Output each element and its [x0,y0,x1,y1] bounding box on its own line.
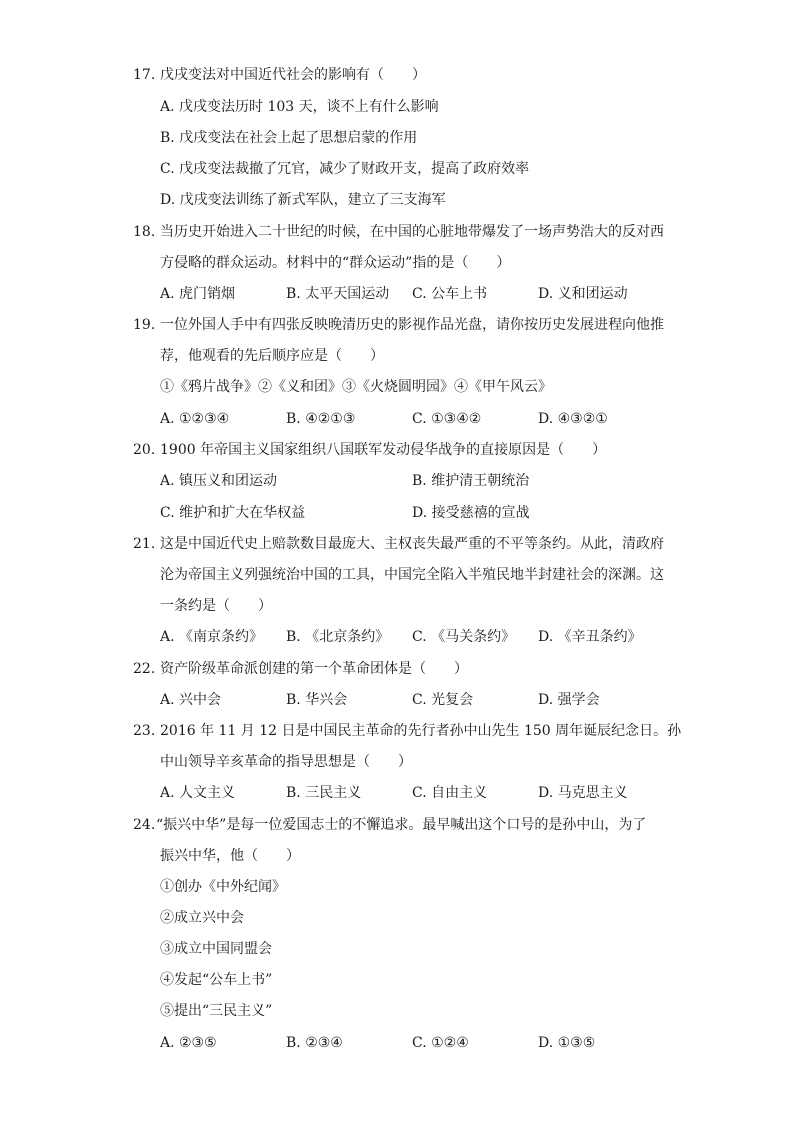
question-stem: 资产阶级革命派创建的第一个革命团体是（ ） [160,661,468,677]
question-number: 22. [133,661,156,677]
option-c: C. 公车上书 [412,286,488,302]
option-b: B. 戊戌变法在社会上起了思想启蒙的作用 [160,130,418,146]
option-a: A. 镇压义和团运动 [160,473,278,489]
option-b: B. 太平天国运动 [286,286,390,302]
option-c: C. 光复会 [412,692,474,708]
option-b: B. ④②①③ [286,411,356,427]
option-d: D. 接受慈禧的宣战 [412,505,530,521]
question-stem-line: 方侵略的群众运动。材料中的“群众运动”指的是（ ） [160,255,511,271]
option-a: A. 虎门销烟 [160,286,236,302]
option-d: D. ④③②① [538,411,608,427]
question-number: 21. [133,536,156,552]
option-a: A. 《南京条约》 [160,629,264,645]
question-stem-line: 这是中国近代史上赔款数目最庞大、主权丧失最严重的不平等条约。从此，清政府 [160,536,664,552]
statement-item: ③成立中国同盟会 [160,941,272,957]
question-stem-line: 振兴中华，他（ ） [160,848,300,864]
option-d: D. 马克思主义 [538,785,628,801]
question-stem-line: “振兴中华”是每一位爱国志士的不懈追求。最早喊出这个口号的是孙中山，为了 [156,817,647,833]
option-a: A. 人文主义 [160,785,236,801]
question-number: 23. [133,723,156,739]
statement-item: ②成立兴中会 [160,910,244,926]
option-d: D. ①③⑤ [538,1035,596,1051]
question-stem-line: 一条约是（ ） [160,598,272,614]
option-a: A. 戊戌变法历时 103 天，谈不上有什么影响 [160,99,439,115]
option-b: B. 《北京条约》 [286,629,390,645]
question-number: 20. [133,442,156,458]
question-stem-line: 一位外国人手中有四张反映晚清历史的影视作品光盘，请你按历史发展进程向他推 [160,317,664,333]
question-number: 19. [133,317,156,333]
option-a: A. 兴中会 [160,692,222,708]
option-a: A. ①②③④ [160,411,230,427]
option-b: B. 三民主义 [286,785,362,801]
question-stem-line: ①《鸦片战争》②《义和团》③《火烧圆明园》④《甲午风云》 [160,379,552,395]
question-number: 18. [133,224,156,240]
question-stem: 戊戌变法对中国近代社会的影响有（ ） [160,67,426,83]
option-b: B. 华兴会 [286,692,348,708]
option-c: C. 自由主义 [412,785,488,801]
option-d: D. 戊戌变法训练了新式军队，建立了三支海军 [160,192,446,208]
statement-item: ④发起“公车上书” [160,972,273,988]
question-stem-line: 沦为帝国主义列强统治中国的工具，中国完全陷入半殖民地半封建社会的深渊。这 [160,567,664,583]
option-c: C. 维护和扩大在华权益 [160,505,306,521]
option-b: B. 维护清王朝统治 [412,473,530,489]
option-d: D. 义和团运动 [538,286,628,302]
question-stem-line: 中山领导辛亥革命的指导思想是（ ） [160,754,412,770]
question-stem-line: 荐，他观看的先后顺序应是（ ） [160,348,384,364]
option-c: C. 戊戌变法裁撤了冗官，减少了财政开支，提高了政府效率 [160,161,530,177]
option-a: A. ②③⑤ [160,1035,217,1051]
question-number: 24. [133,817,156,833]
option-c: C. ①③④② [412,411,482,427]
option-c: C. 《马关条约》 [412,629,516,645]
option-c: C. ①②④ [412,1035,469,1051]
statement-item: ①创办《中外纪闻》 [160,879,286,895]
question-stem-line: 当历史开始进入二十世纪的时候，在中国的心脏地带爆发了一场声势浩大的反对西 [160,224,664,240]
question-number: 17. [133,67,156,83]
option-b: B. ②③④ [286,1035,343,1051]
question-stem-line: 2016 年 11 月 12 日是中国民主革命的先行者孙中山先生 150 周年诞辰纪念日。孙 [160,723,682,739]
option-d: D. 《辛丑条约》 [538,629,642,645]
question-stem: 1900 年帝国主义国家组织八国联军发动侵华战争的直接原因是（ ） [160,442,607,458]
option-d: D. 强学会 [538,692,600,708]
statement-item: ⑤提出“三民主义” [160,1003,273,1019]
